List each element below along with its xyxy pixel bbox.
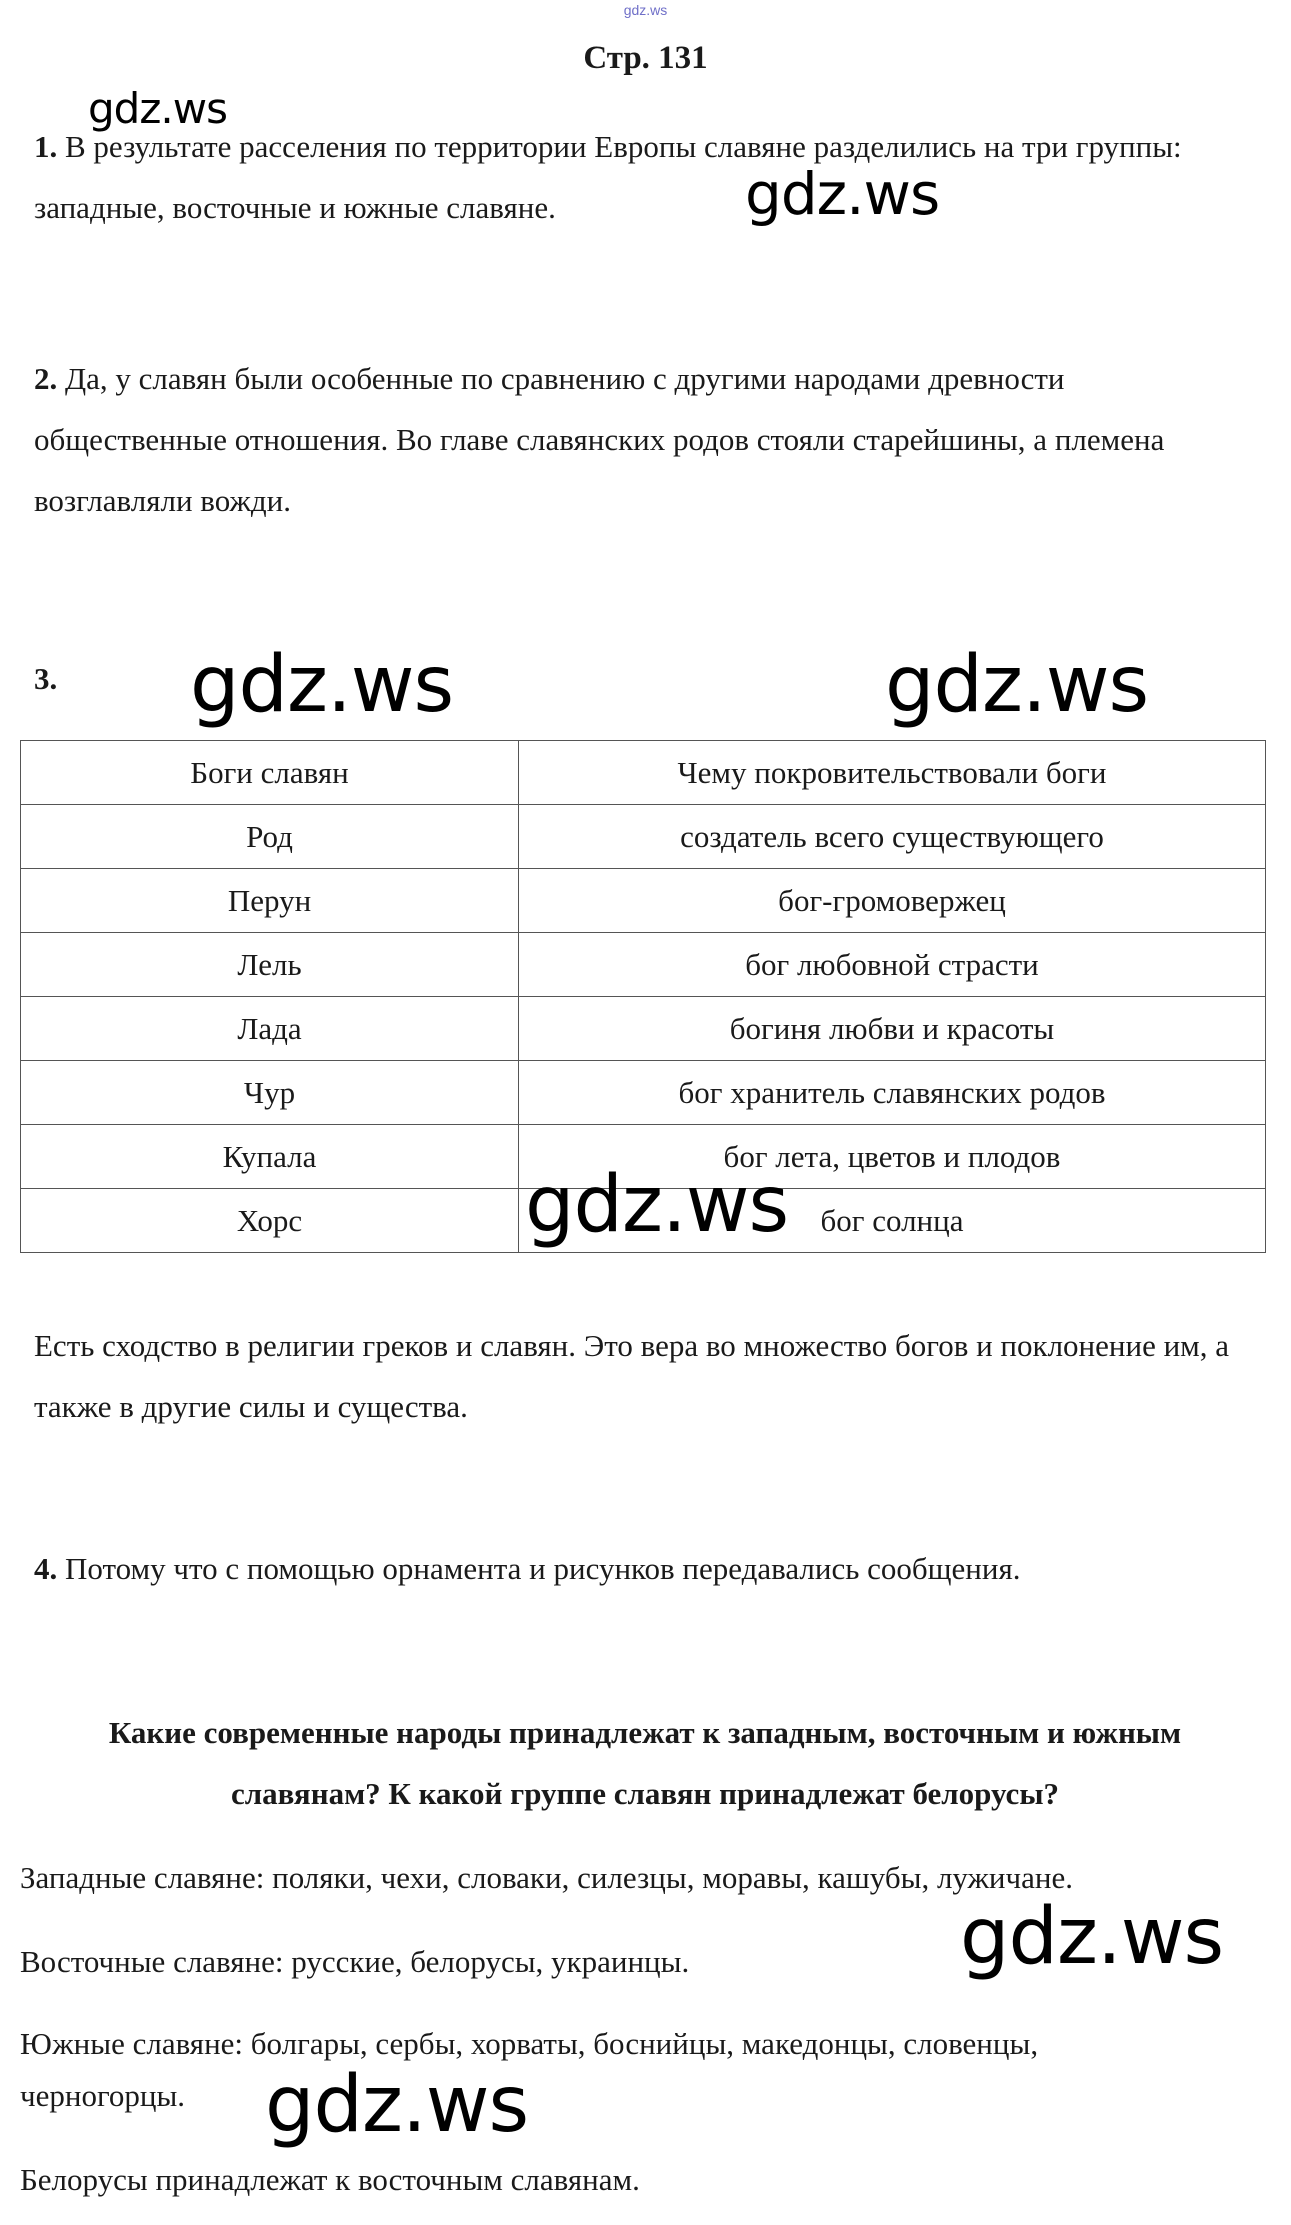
answer-west-slavs: Западные славяне: поляки, чехи, словаки, силезцы, моравы, кашубы, лужичане. xyxy=(20,1860,1073,1895)
answer-4 xyxy=(34,1538,1264,1599)
table-row xyxy=(21,1061,1266,1125)
answer-4-number: 4. xyxy=(34,1551,58,1586)
answer-3-number: 3. xyxy=(34,661,58,696)
god-name: Лель xyxy=(21,933,519,997)
god-patronage: богиня любви и красоты xyxy=(519,997,1266,1061)
god-name: Род xyxy=(21,805,519,869)
answer-1-number: 1. xyxy=(34,129,58,164)
answer-east-slavs: Восточные славяне: русские, белорусы, украинцы. xyxy=(20,1944,690,1979)
god-patronage: создатель всего существующего xyxy=(519,805,1266,869)
table-header-gods: Боги славян xyxy=(21,741,519,805)
table-header-patronage: Чему покровительствовали боги xyxy=(519,741,1266,805)
god-name: Чур xyxy=(21,1061,519,1125)
table-row xyxy=(21,997,1266,1061)
answer-south-slavs: Южные славяне: болгары, сербы, хорваты, боснийцы, македонцы, словенцы, черногорцы. xyxy=(20,2026,1039,2113)
watermark: gdz.ws xyxy=(745,160,940,228)
answer-2-number: 2. xyxy=(34,361,58,396)
watermark: gdz.ws xyxy=(525,1160,789,1250)
god-patronage: бог-громовержец xyxy=(519,869,1266,933)
watermark: gdz.ws xyxy=(960,1892,1224,1982)
table-row xyxy=(21,869,1266,933)
answer-1 xyxy=(34,116,1264,238)
god-patronage: бог любовной страсти xyxy=(519,933,1266,997)
table-row xyxy=(21,805,1266,869)
god-name: Лада xyxy=(21,997,519,1061)
bonus-question: Какие современные народы принадлежат к западным, восточным и южным славянам? К какой группе славян принадлежат белорусы? xyxy=(108,1715,1182,1811)
table-header-row xyxy=(21,741,1266,805)
watermark: gdz.ws xyxy=(88,84,227,133)
god-name: Хорс xyxy=(21,1189,519,1253)
watermark: gdz.ws xyxy=(885,640,1149,730)
answer-2 xyxy=(34,348,1264,531)
watermark: gdz.ws xyxy=(190,640,454,730)
answer-1-text: В результате расселения по территории Европы славяне разделились на три группы: западные, восточные и южные славяне. xyxy=(34,129,1182,225)
god-name: Купала xyxy=(21,1125,519,1189)
god-patronage: бог солнца xyxy=(519,1189,1266,1253)
god-name: Перун xyxy=(21,869,519,933)
watermark: gdz.ws xyxy=(265,2060,529,2150)
page-title: Стр. 131 xyxy=(583,40,708,76)
answer-belarusians: Белорусы принадлежат к восточным славянам. xyxy=(20,2162,640,2197)
answer-3-comparison: Есть сходство в религии греков и славян. Это вера во множество богов и поклонение им, а также в другие силы и существа. xyxy=(34,1328,1230,1424)
answer-4-text: Потому что с помощью орнамента и рисунков передавались сообщения. xyxy=(65,1551,1021,1586)
table-row xyxy=(21,933,1266,997)
god-patronage: бог хранитель славянских родов xyxy=(519,1061,1266,1125)
answer-2-text: Да, у славян были особенные по сравнению с другими народами древности общественные отношения. Во главе славянских родов стояли старейшины, а племена возглавляли вожди. xyxy=(34,361,1165,518)
tiny-watermark: gdz.ws xyxy=(623,2,668,18)
god-patronage: бог лета, цветов и плодов xyxy=(519,1125,1266,1189)
